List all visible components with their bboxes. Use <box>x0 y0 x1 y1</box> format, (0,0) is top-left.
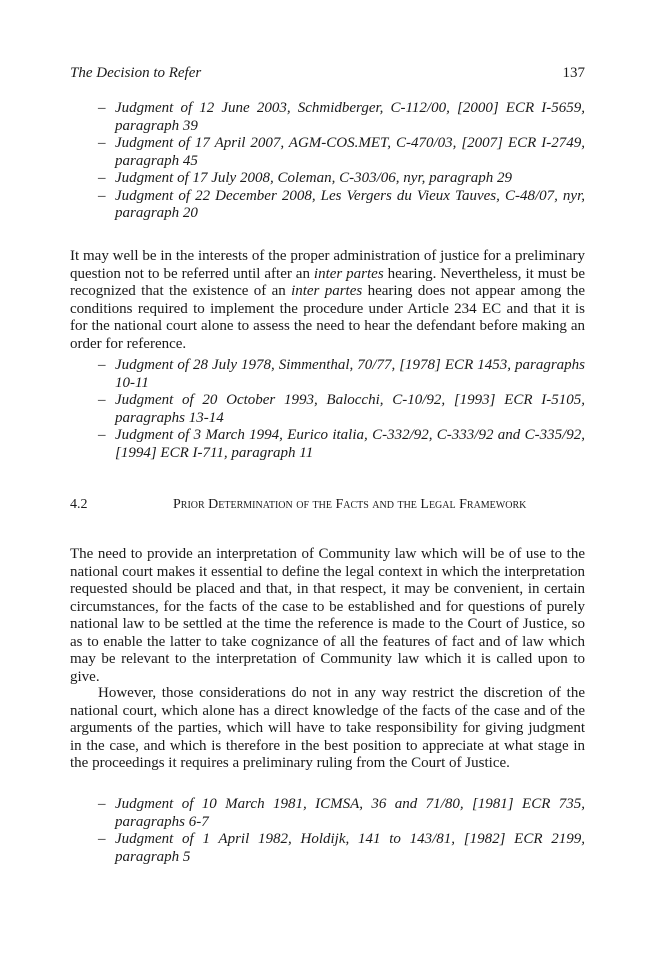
paragraph-discretion: However, those considerations do not in any way restrict the discretion of the national court, which alone has a direct knowledge of the facts of the case and of the arguments of the parties, which will have to take responsibility for giving judgment in the case, and which is therefore in the best position to appreciate at what stage in the proceedings it requires a preliminary ruling from the Court of Justice. <box>70 685 585 771</box>
citation-item: – Judgment of 12 June 2003, Schmidberger, C-112/00, [2000] ECR I-5659, paragraph 39 <box>98 100 585 134</box>
citation-list-1 <box>70 100 585 223</box>
citation-item: – Judgment of 3 March 1994, Eurico italia, C-332/92, C-333/92 and C-335/92, [1994] ECR I-711, paragraph 11 <box>98 427 585 461</box>
citation-item: – Judgment of 22 December 2008, Les Vergers du Vieux Tauves, C-48/07, nyr, paragraph 20 <box>98 187 585 221</box>
paragraph-legal-context: The need to provide an interpretation of Community law which will be of use to the national court makes it essential to define the legal context in which the interpretation requested should be placed and that, in that respect, it may be convenient, in certain circumstances, for the facts of the case to be established and for questions of purely national law to be settled at the time the reference is made to the Court of Justice, so as to enable the latter to take cognizance of all the features of fact and of law which may be relevant to the interpretation of Community law which it is called upon to give. <box>70 546 585 685</box>
citation-item: – Judgment of 28 July 1978, Simmenthal, 70/77, [1978] ECR 1453, paragraphs 10-11 <box>98 357 585 391</box>
citation-list-3 <box>70 796 585 866</box>
running-head-title: The Decision to Refer <box>70 65 202 81</box>
page-number: 137 <box>562 65 585 81</box>
citation-list-2 <box>70 357 585 462</box>
paragraph-inter-partes: It may well be in the interests of the proper administration of justice for a preliminary question not to be referred until after an inter partes hearing. Nevertheless, it must be recognized that the existence of an inter partes hearing does not appear among the conditions required to implement the procedure under Article 234 EC and that it is for the national court alone to assess the need to hear the defendant before making an order for reference. <box>70 248 585 352</box>
section-number: 4.2 <box>70 497 88 512</box>
citation-item: – Judgment of 17 April 2007, AGM-COS.MET, C-470/03, [2007] ECR I-2749, paragraph 45 <box>98 135 585 169</box>
citation-item: – Judgment of 10 March 1981, ICMSA, 36 and 71/80, [1981] ECR 735, paragraphs 6-7 <box>98 796 585 830</box>
section-title: Prior Determination of the Facts and the Legal Framework <box>173 497 527 512</box>
citation-item: – Judgment of 1 April 1982, Holdijk, 141 to 143/81, [1982] ECR 2199, paragraph 5 <box>98 831 585 865</box>
citation-item: – Judgment of 20 October 1993, Balocchi, C-10/92, [1993] ECR I-5105, paragraphs 13-14 <box>98 392 585 426</box>
citation-item: – Judgment of 17 July 2008, Coleman, C-303/06, nyr, paragraph 29 <box>98 170 513 186</box>
running-head <box>70 64 585 82</box>
